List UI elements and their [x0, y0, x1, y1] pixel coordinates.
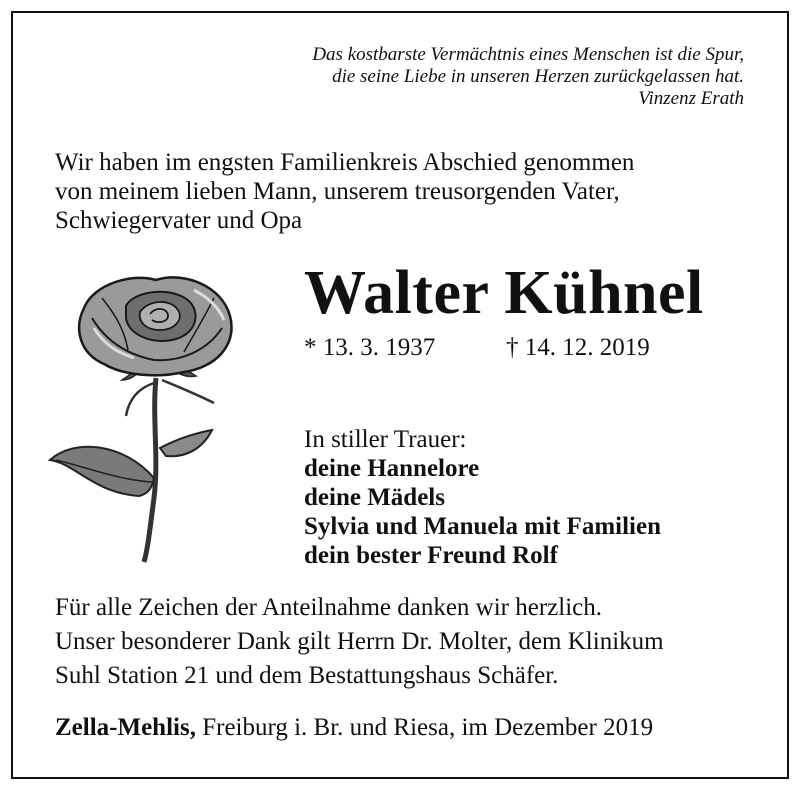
thanks-line: Für alle Zeichen der Anteilnahme danken wir herzlich. — [55, 594, 603, 621]
deceased-name: Walter Kühnel — [304, 259, 704, 327]
mourner-name: deine Hannelore — [304, 455, 480, 482]
quote-author: Vinzenz Erath — [638, 88, 744, 109]
thanks-text — [55, 591, 664, 693]
intro-line: von meinem lieben Mann, unserem treusorgenden Vater, — [55, 178, 620, 205]
place-town: Zella-Mehlis, — [55, 714, 196, 741]
place-date-line — [55, 714, 653, 742]
rose-icon — [44, 268, 240, 564]
place-rest: Freiburg i. Br. und Riesa, im Dezember 2019 — [195, 714, 654, 741]
intro-line: Wir haben im engsten Familienkreis Abschied genommen — [55, 149, 635, 176]
mourner-name: dein bester Freund Rolf — [304, 542, 558, 569]
thanks-line: Suhl Station 21 und dem Bestattungshaus Schäfer. — [55, 662, 559, 689]
thanks-line: Unser besonderer Dank gilt Herrn Dr. Molter, dem Klinikum — [55, 628, 664, 655]
mourners-heading: In stiller Trauer: — [304, 426, 467, 453]
intro-text — [55, 148, 634, 235]
birth-date: * 13. 3. 1937 — [304, 334, 436, 361]
memorial-quote — [184, 44, 744, 110]
quote-line: die seine Liebe in unseren Herzen zurückgelassen hat. — [332, 66, 744, 87]
death-date: † 14. 12. 2019 — [506, 334, 650, 361]
quote-line: Das kostbarste Vermächtnis eines Menschen ist die Spur, — [312, 44, 744, 65]
intro-line: Schwiegervater und Opa — [55, 207, 303, 234]
mourner-name: Sylvia und Manuela mit Familien — [304, 513, 661, 540]
mourners-block — [304, 425, 661, 570]
mourner-name: deine Mädels — [304, 484, 445, 511]
